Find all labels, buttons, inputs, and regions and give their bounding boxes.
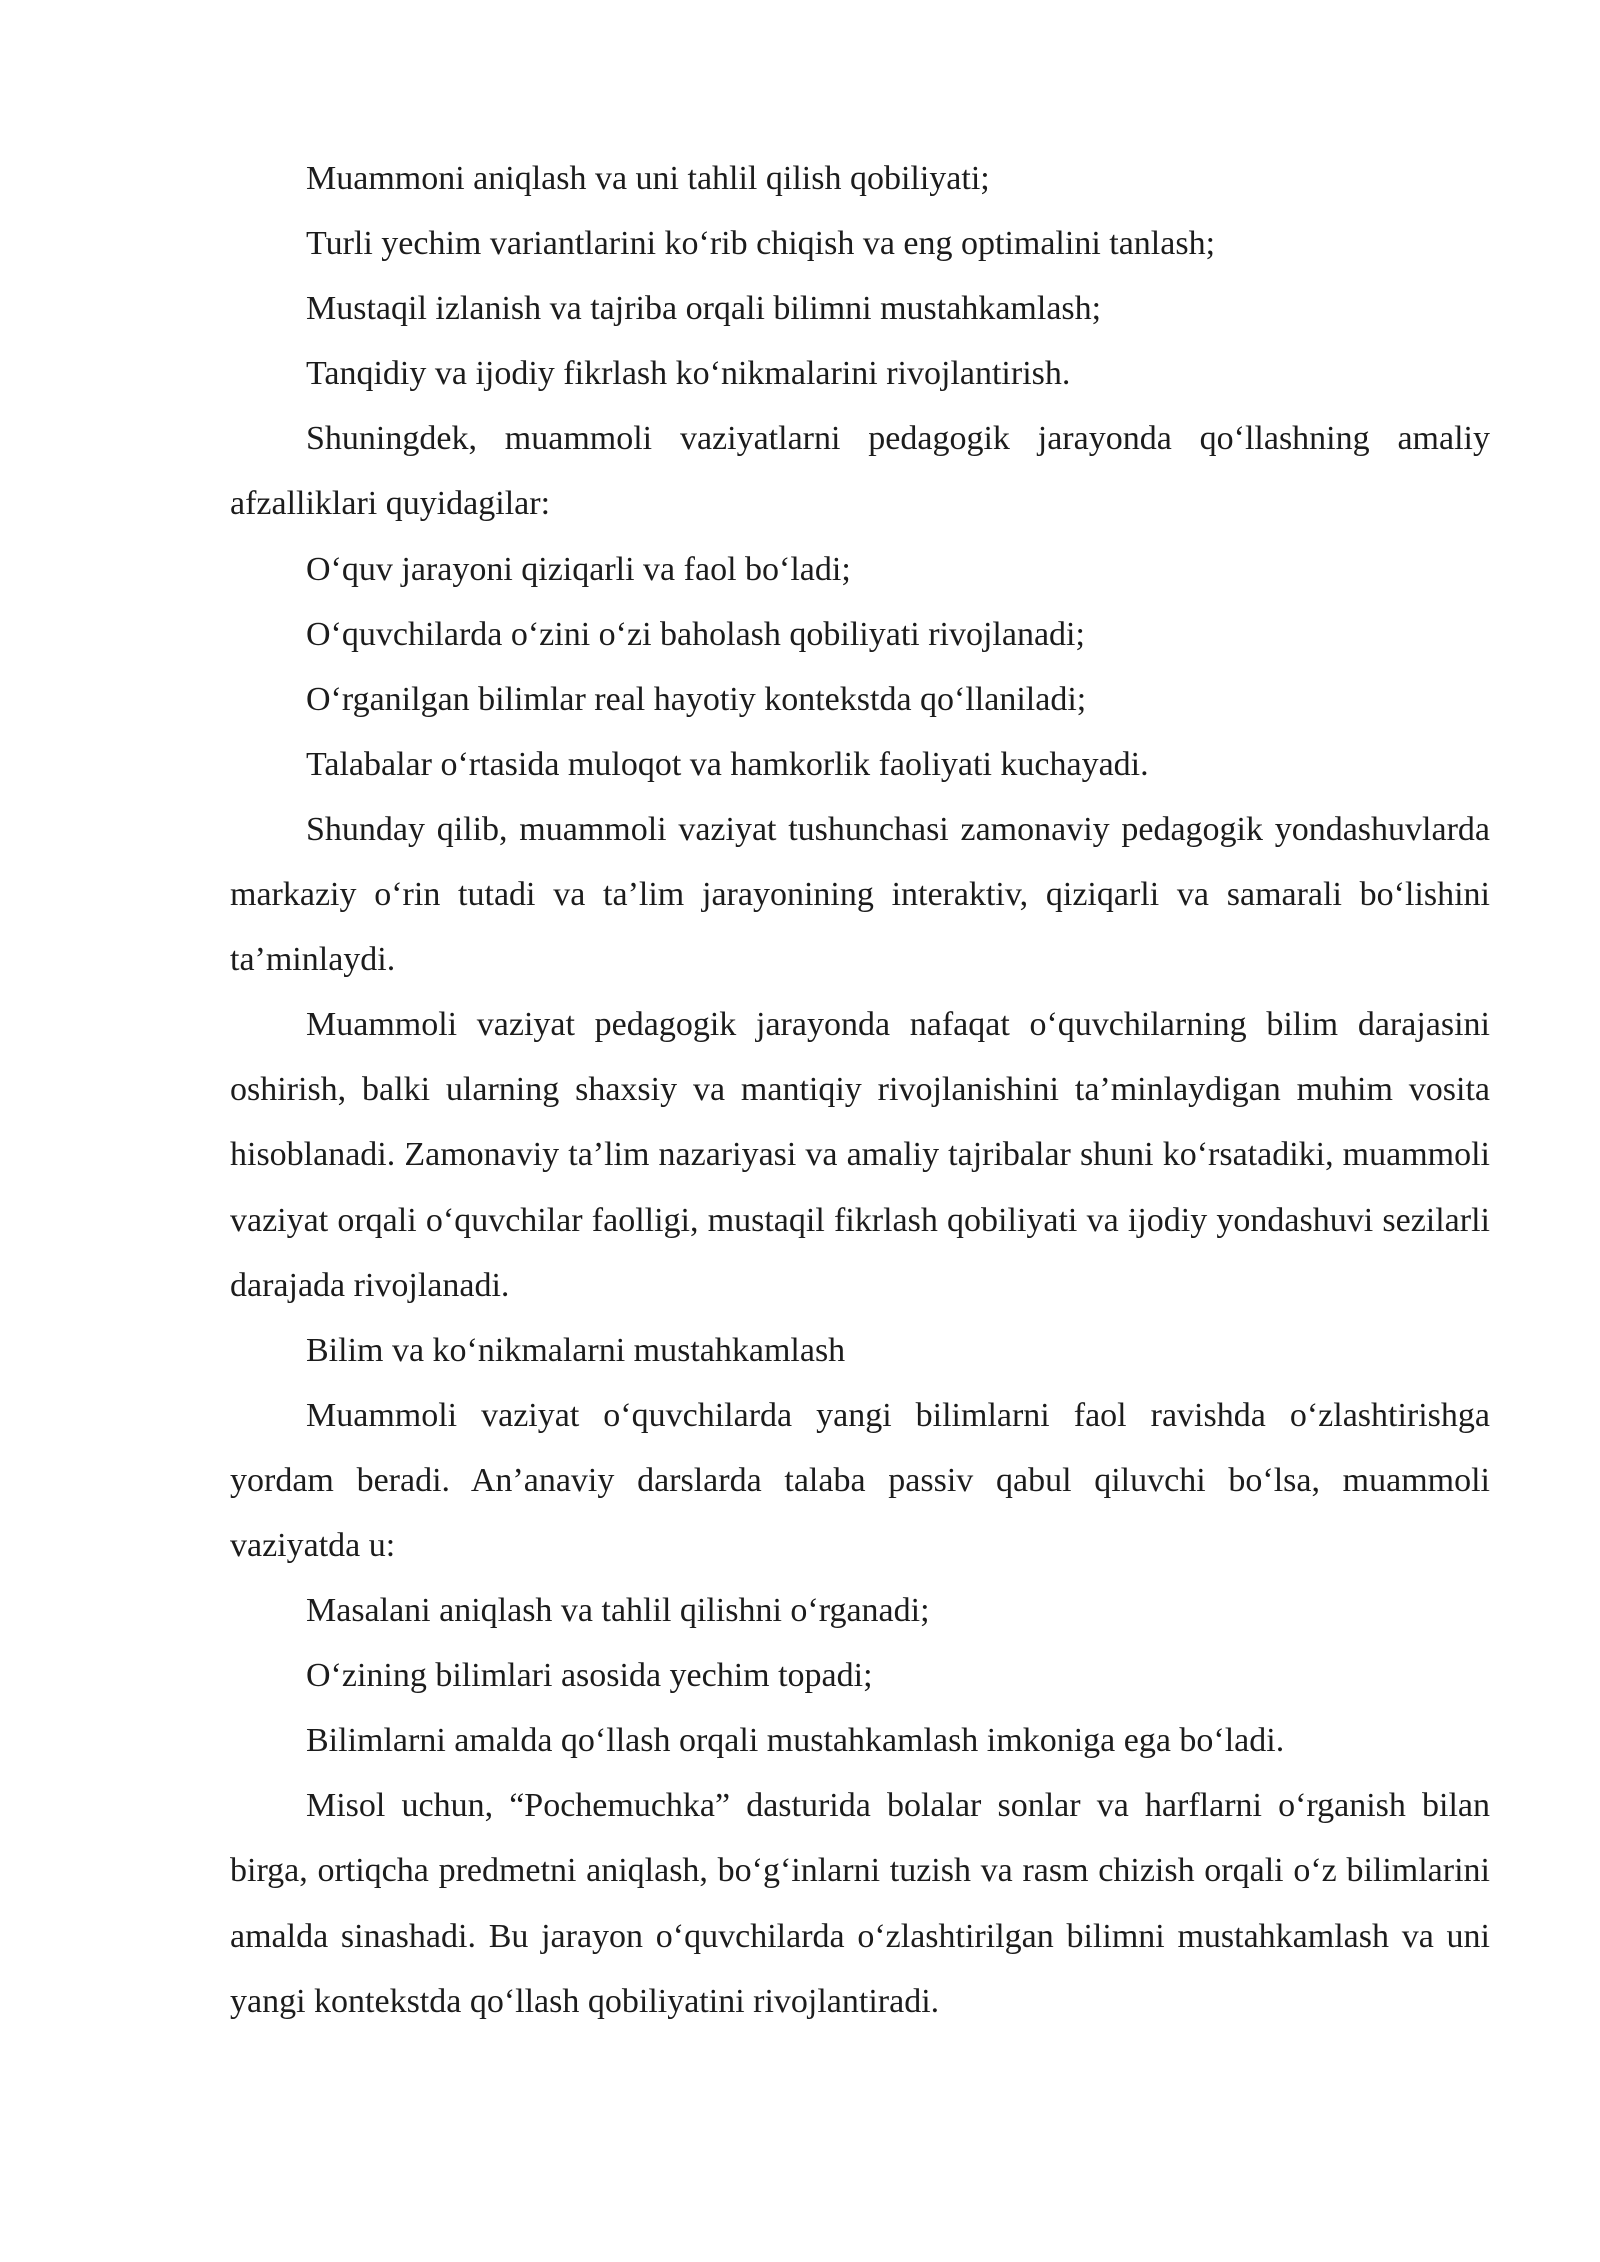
- list-item-solution-variants: Turli yechim variantlarini ko‘rib chiqish va eng optimalini tanlash;: [306, 225, 1216, 263]
- paragraph-conclusion: Shunday qilib, muammoli vaziyat tushunchasi zamonaviy pedagogik yondashuvlarda markaziy o‘rin tutadi va ta’lim jarayonining interaktiv, qiziqarli va samarali bo‘lishini ta’minlaydi.: [230, 810, 1490, 979]
- list-item-collaboration: Talabalar o‘rtasida muloqot va hamkorlik faoliyati kuchayadi.: [306, 745, 1149, 783]
- paragraph-active-learning: Muammoli vaziyat o‘quvchilarda yangi bilimlarni faol ravishda o‘zlashtirishga yordam beradi. An’anaviy darslarda talaba passiv qabul qiluvchi bo‘lsa, muammoli vaziyatda u:: [230, 1396, 1490, 1564]
- list-item-engaging-process: O‘quv jarayoni qiziqarli va faol bo‘ladi;: [306, 550, 851, 588]
- list-item-critical-thinking: Tanqidiy va ijodiy fikrlash ko‘nikmalarini rivojlantirish.: [306, 355, 1071, 393]
- list-item-independent-research: Mustaqil izlanish va tajriba orqali bilimni mustahkamlash;: [306, 290, 1102, 328]
- list-item-apply-knowledge: Bilimlarni amalda qo‘llash orqali mustahkamlash imkoniga ega bo‘ladi.: [306, 1722, 1285, 1760]
- paragraph-example: Misol uchun, “Pochemuchka” dasturida bolalar sonlar va harflarni o‘rganish bilan birga, ortiqcha predmetni aniqlash, bo‘g‘inlarni tuzish va rasm chizish orqali o‘z bilimlarini amalda sinashadi. Bu jarayon o‘quvchilarda o‘zlashtirilgan bilimni mustahkamlash va uni yangi kontekstda qo‘llash qobiliyatini rivojlantiradi.: [230, 1787, 1490, 2020]
- list-item-real-context: O‘rganilgan bilimlar real hayotiy kontekstda qo‘llaniladi;: [306, 680, 1087, 718]
- section-heading-skills: Bilim va ko‘nikmalarni mustahkamlash: [306, 1331, 846, 1369]
- list-item-problem-analysis: Muammoni aniqlash va uni tahlil qilish qobiliyati;: [306, 160, 990, 197]
- paragraph-development: Muammoli vaziyat pedagogik jarayonda nafaqat o‘quvchilarning bilim darajasini oshirish, balki ularning shaxsiy va mantiqiy rivojlanishini ta’minlaydigan muhim vosita hisoblanadi. Zamonaviy ta’lim nazariyasi va amaliy tajribalar shuni ko‘rsatadiki, muammoli vaziyat orqali o‘quvchilar faolligi, mustaqil fikrlash qobiliyati va ijodiy yondashuvi sezilarli darajada rivojlanadi.: [230, 1006, 1490, 1304]
- list-item-identify-problem: Masalani aniqlash va tahlil qilishni o‘rganadi;: [306, 1592, 930, 1630]
- list-item-find-solution: O‘zining bilimlari asosida yechim topadi;: [306, 1657, 873, 1695]
- document-body: [230, 146, 1490, 2034]
- list-item-self-assessment: O‘quvchilarda o‘zini o‘zi baholash qobiliyati rivojlanadi;: [306, 615, 1085, 653]
- paragraph-practical-advantages: Shuningdek, muammoli vaziyatlarni pedagogik jarayonda qo‘llashning amaliy afzalliklari quyidagilar:: [230, 420, 1490, 523]
